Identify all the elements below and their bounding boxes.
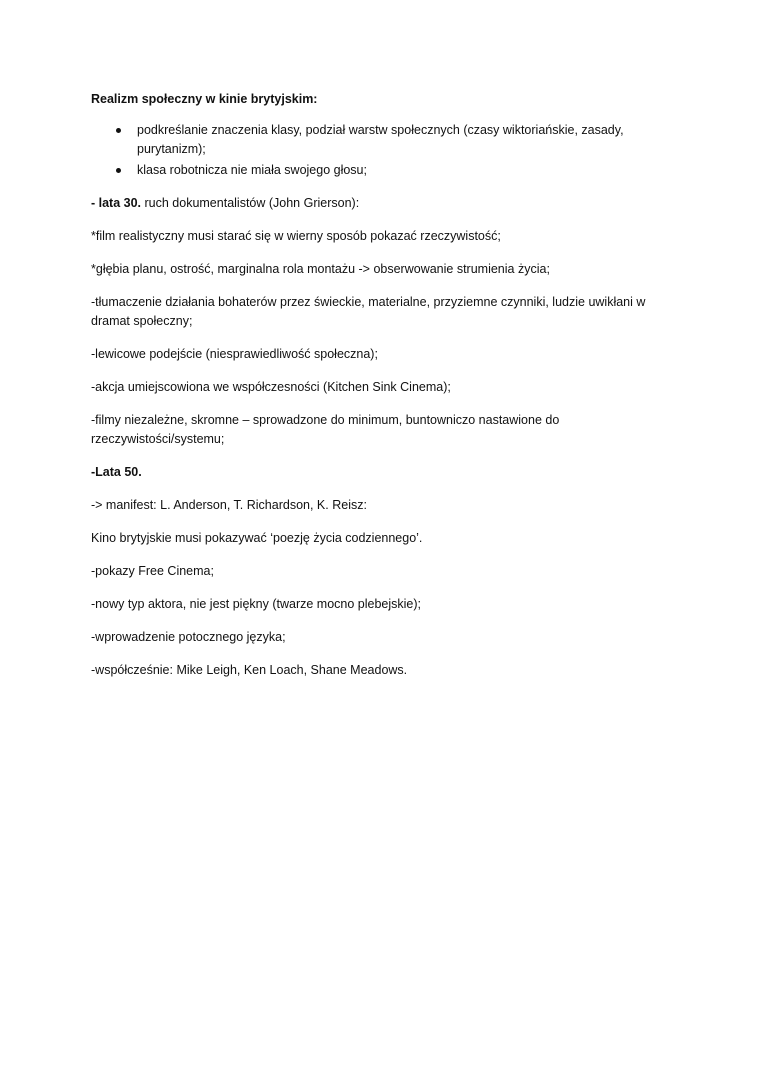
paragraph: -pokazy Free Cinema; (91, 564, 214, 578)
list-item-text: podkreślanie znaczenia klasy, podział warstw społecznych (czasy wiktoriańskie, zasady, purytanizm); (137, 123, 624, 156)
list-item (91, 161, 681, 180)
paragraph: -akcja umiejscowiona we współczesności (Kitchen Sink Cinema); (91, 380, 451, 394)
section-50s-heading: -Lata 50. (91, 465, 142, 479)
bullet-icon (116, 128, 121, 133)
bullet-list (91, 121, 681, 180)
document-title: Realizm społeczny w kinie brytyjskim: (91, 92, 318, 106)
paragraph: -nowy typ aktora, nie jest piękny (twarze mocno plebejskie); (91, 597, 422, 611)
section-30s-text: ruch dokumentalistów (John Grierson): (141, 196, 360, 210)
list-item-text: klasa robotnicza nie miała swojego głosu; (137, 163, 367, 177)
paragraph: *głębia planu, ostrość, marginalna rola montażu -> obserwowanie strumienia życia; (91, 262, 550, 276)
bullet-icon (116, 168, 121, 173)
list-item (91, 121, 681, 159)
paragraph: -współcześnie: Mike Leigh, Ken Loach, Shane Meadows. (91, 663, 408, 677)
paragraph: Kino brytyjskie musi pokazywać ‘poezję życia codziennego’. (91, 531, 423, 545)
paragraph: -> manifest: L. Anderson, T. Richardson, K. Reisz: (91, 498, 367, 512)
section-30s-label: - lata 30. (91, 196, 142, 210)
paragraph: -filmy niezależne, skromne – sprowadzone do minimum, buntowniczo nastawione do rzeczywistości/systemu; (91, 413, 560, 446)
paragraph: -lewicowe podejście (niesprawiedliwość społeczna); (91, 347, 378, 361)
section-30s-heading (91, 194, 681, 213)
document-page (91, 90, 681, 694)
paragraph: -wprowadzenie potocznego języka; (91, 630, 286, 644)
paragraph: -tłumaczenie działania bohaterów przez świeckie, materialne, przyziemne czynniki, ludzie uwikłani w dramat społeczny; (91, 295, 646, 328)
paragraph: *film realistyczny musi starać się w wierny sposób pokazać rzeczywistość; (91, 229, 501, 243)
